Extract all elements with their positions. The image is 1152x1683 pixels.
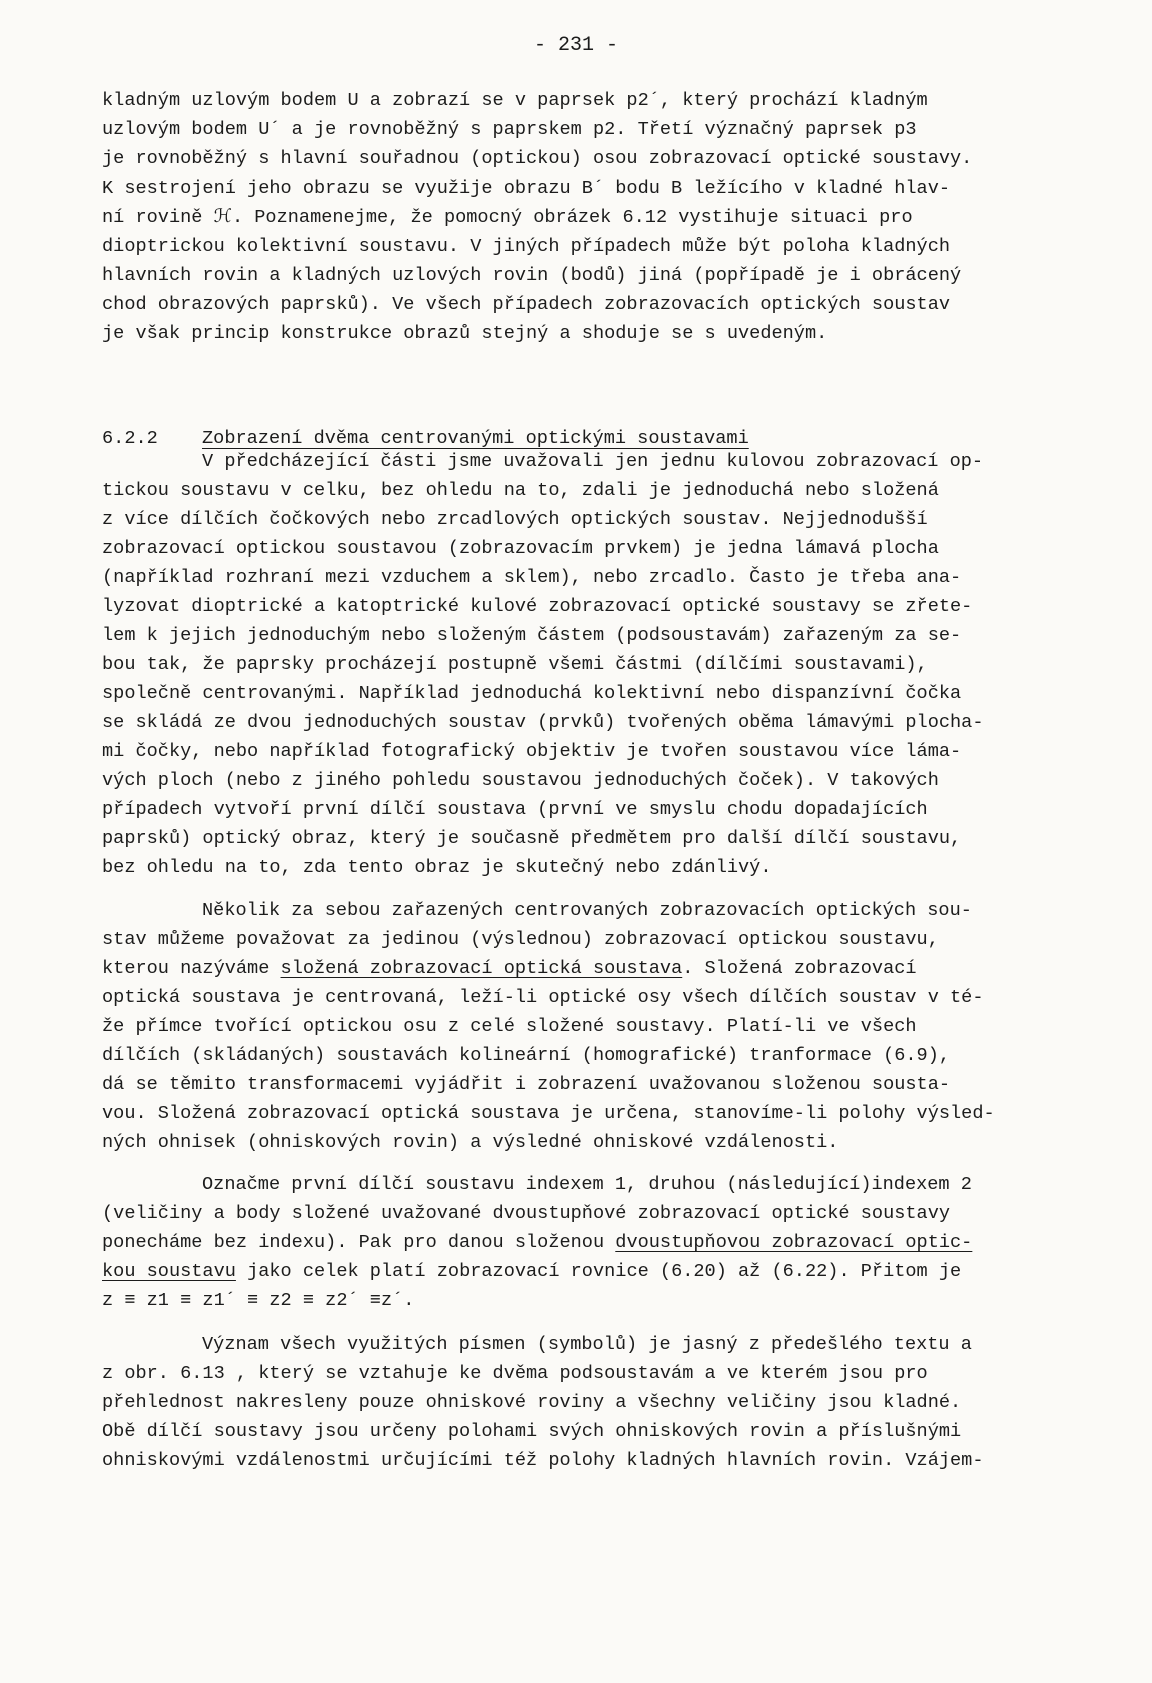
text-line: bez ohledu na to, zda tento obraz je skutečný nebo zdánlivý.: [102, 857, 772, 878]
text-fragment: jako celek platí zobrazovací rovnice (6.20) až (6.22). Přitom je: [235, 1261, 962, 1282]
text-fragment: ponecháme bez indexu). Pak pro danou složenou: [102, 1232, 616, 1253]
text-line: paprsků) optický obraz, který je současně předmětem pro další dílčí soustavu,: [102, 828, 962, 849]
equation-line: z ≡ z1 ≡ z1´ ≡ z2 ≡ z2´ ≡z´.: [102, 1290, 415, 1311]
text-line: ní rovině ℋ. Poznamenejme, že pomocný obrázek 6.12 vystihuje situaci pro: [102, 207, 913, 228]
text-fragment: kterou nazýváme: [102, 958, 281, 979]
text-line: společně centrovanými. Například jednoduchá kolektivní nebo dispanzívní čočka: [102, 683, 962, 704]
text-line: dá se těmito transformacemi vyjádřit i zobrazení uvažovanou složenou sousta-: [102, 1074, 951, 1095]
text-line: (veličiny a body složené uvažované dvoustupňové zobrazovací optické soustavy: [102, 1203, 951, 1224]
term-underlined: kou soustavu: [102, 1261, 236, 1282]
text-line: lyzovat dioptrické a katoptrické kulové zobrazovací optické soustavy se zřete-: [102, 596, 973, 617]
text-line: stav můžeme považovat za jedinou (výslednou) zobrazovací optickou soustavu,: [102, 929, 939, 950]
text-line: přehlednost nakresleny pouze ohniskové roviny a všechny veličiny jsou kladné.: [102, 1392, 962, 1413]
text-line: kladným uzlovým bodem U a zobrazí se v paprsek p2´, který prochází kladným: [102, 90, 928, 111]
text-line: vou. Složená zobrazovací optická soustava je určena, stanovíme-li polohy výsled-: [102, 1103, 995, 1124]
text-fragment: . Složená zobrazovací: [682, 958, 917, 979]
text-line: hlavních rovin a kladných uzlových rovin (bodů) jiná (popřípadě je i obrácený: [102, 265, 962, 286]
text-line: Význam všech využitých písmen (symbolů) je jasný z předešlého textu a: [202, 1334, 972, 1355]
section-title: Zobrazení dvěma centrovanými optickými soustavami: [202, 428, 749, 449]
text-line: lem k jejich jednoduchým nebo složeným částem (podsoustavám) zařazeným za se-: [102, 625, 962, 646]
text-line: dílčích (skládaných) soustavách kolineární (homografické) tranformace (6.9),: [102, 1045, 951, 1066]
text-line: případech vytvoří první dílčí soustava (první ve smyslu chodu dopadajících: [102, 799, 928, 820]
text-line: z více dílčích čočkových nebo zrcadlových optických soustav. Nejjednodušší: [102, 509, 928, 530]
text-line: Několik za sebou zařazených centrovaných zobrazovacích optických sou-: [202, 900, 972, 921]
text-line: ných ohnisek (ohniskových rovin) a výsledné ohniskové vzdálenosti.: [102, 1132, 839, 1153]
text-line: [102, 954, 917, 984]
text-line: [102, 1228, 972, 1258]
term-underlined: dvoustupňovou zobrazovací optic-: [615, 1232, 973, 1253]
text-line: mi čočky, nebo například fotografický objektiv je tvořen soustavou více láma-: [102, 741, 962, 762]
text-line: Obě dílčí soustavy jsou určeny polohami svých ohniskových rovin a příslušnými: [102, 1421, 962, 1442]
text-line: je rovnoběžný s hlavní souřadnou (optickou) osou zobrazovací optické soustavy.: [102, 148, 973, 169]
text-line: optická soustava je centrovaná, leží-li optické osy všech dílčích soustav v té-: [102, 987, 984, 1008]
text-line: je však princip konstrukce obrazů stejný a shoduje se s uvedeným.: [102, 323, 828, 344]
text-line: ohniskovými vzdálenostmi určujícími též polohy kladných hlavních rovin. Vzájem-: [102, 1450, 984, 1471]
text-line: K sestrojení jeho obrazu se využije obrazu B´ bodu B ležícího v kladné hlav-: [102, 178, 951, 199]
text-line: z obr. 6.13 , který se vztahuje ke dvěma podsoustavám a ve kterém jsou pro: [102, 1363, 928, 1384]
text-line: že přímce tvořící optickou osu z celé složené soustavy. Platí-li ve všech: [102, 1016, 917, 1037]
term-underlined: složená zobrazovací optická soustava: [280, 958, 683, 979]
text-line: chod obrazových paprsků). Ve všech případech zobrazovacích optických soustav: [102, 294, 951, 315]
text-line: (například rozhraní mezi vzduchem a sklem), nebo zrcadlo. Často je třeba ana-: [102, 567, 962, 588]
text-line: tickou soustavu v celku, bez ohledu na to, zdali je jednoduchá nebo složená: [102, 480, 939, 501]
page-number: - 231 -: [533, 34, 618, 57]
text-line: zobrazovací optickou soustavou (zobrazovacím prvkem) je jedna lámavá plocha: [102, 538, 939, 559]
text-line: dioptrickou kolektivní soustavu. V jiných případech může být poloha kladných: [102, 236, 951, 257]
text-line: V předcházející části jsme uvažovali jen jednu kulovou zobrazovací op-: [202, 451, 984, 472]
text-line: vých ploch (nebo z jiného pohledu soustavou jednoduchých čoček). V takových: [102, 770, 939, 791]
text-line: [102, 1257, 961, 1287]
text-line: uzlovým bodem U´ a je rovnoběžný s paprskem p2. Třetí význačný paprsek p3: [102, 119, 917, 140]
section-number: 6.2.2: [102, 428, 158, 449]
text-line: se skládá ze dvou jednoduchých soustav (prvků) tvořených oběma lámavými plocha-: [102, 712, 984, 733]
text-line: bou tak, že paprsky procházejí postupně všemi částmi (dílčími soustavami),: [102, 654, 928, 675]
text-line: Označme první dílčí soustavu indexem 1, druhou (následující)indexem 2: [202, 1174, 972, 1195]
